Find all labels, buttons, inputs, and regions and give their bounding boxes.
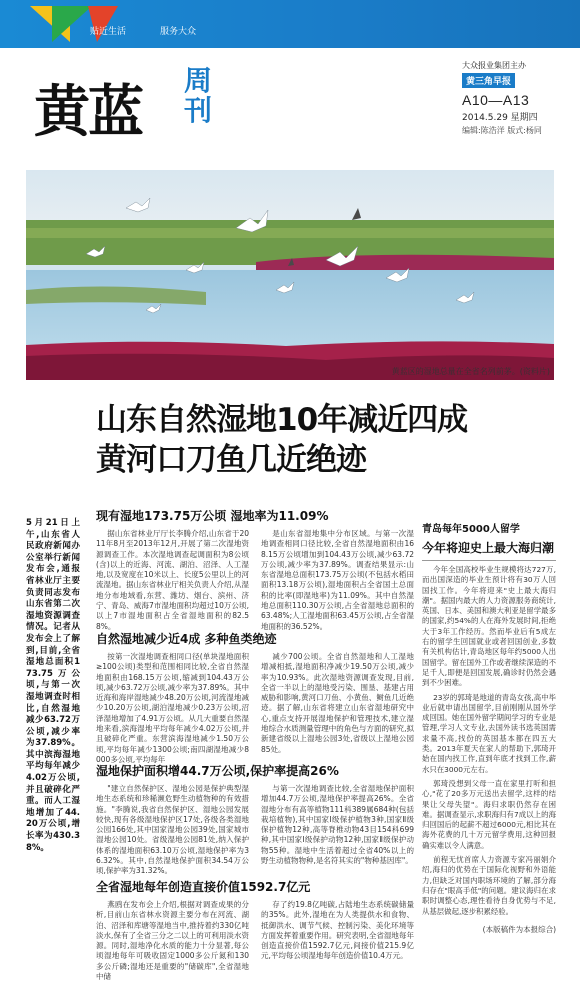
section-4-heading: 全省湿地每年创造直接价值1592.7亿元 [96,880,311,894]
section-4 [96,878,414,982]
section-3 [96,762,414,877]
sidebar-article [422,520,556,935]
lead-paragraph: 5月21日上午,山东省人民政府新闻办公室举行新闻发布会,通报省林业厅主要负责同志发布山东省第二次湿地资源调查情况。记者从发布会上了解到,目前,全省湿地总面积173.75万公顷,与第一次湿地调查时相比,自然湿地减少63.72万公顷,减少率为37.89%。其中滨海湿地平均每年减少4.02万公顷,并且破碎化严重。而人工湿地增加了44.20万公顷,增长率为430.38%。 [26,518,80,853]
editors-credit: 编辑:陈浩洋 版式:杨同 [462,126,542,135]
main-headline [96,400,556,480]
sidebar-subtitle: 青岛每年5000人留学 [422,524,520,535]
section-2 [96,630,414,765]
section-3-text-col-2: 与第一次湿地调查比较,全省湿地保护面积增加44.7万公顷,湿地保护率提高26%。全省湿地分布有高等植物111科389属684种(包括栽培植物),其中国家Ⅰ级保护植物3种,国家Ⅱ级保护植物12种,高等脊椎动物43目154科699种,其中国家Ⅰ级保护动物12种,国家Ⅱ级保护动物55种。湿地中生活着超过全省40%以上的野生动植物物种,是名符其实的"物种基因库"。 [261,784,414,866]
sidebar-divider [422,560,556,561]
section-3-heading: 湿地保护面积增44.7万公顷,保护率提高26% [96,764,339,778]
photo-caption: 黄蓝区的湿地总量在全省名列前茅。(资料片) [391,367,550,376]
section-3-text-col-1: "建立自然保护区、湿地公园是保护典型湿地生态系统和珍稀濒危野生动植物种的有效措施。"李腾说,我省自然保护区、湿地公园发展较快,现有各级湿地保护区17处,各级各类湿地公园166处,其中国家湿地公园39处,国家城市湿地公园10处。省级湿地公园81处,纳入保护体系的湿地面积63.10万公顷,湿地保护率为36.32%。其中,自然湿地保护面积34.54万公顷,保护率为31.32%。 [96,784,249,876]
sidebar-paragraph-4: 前程无忧首席人力资源专家冯丽娟介绍,海归的优势在于国际化视野和外语能力,但缺乏对国内职场环境的了解,部分海归存在"眼高手低"的问题。建议海归在求职时调整心态,理性看待自身优势与不足,从基层做起,逐步积累经验。 [422,855,556,916]
masthead-info [462,60,572,136]
section-2-text-col-2: 减少700公顷。全省自然湿地和人工湿地增减相抵,湿地面积净减少19.50万公顷,减少率为10.93%。此次湿地资源调查发现,目前,全省一半以上的湿地受污染、围垦、基建占用威胁和影响,黄河口刀鱼、小黄鱼、鲥鱼几近绝迹。据了解,山东省将建立山东省湿地研究中心,重点支持开展湿地保护和管理技术,建立湿地综合水质测量管理中的角色与方面的研究,拟新建省级以上湿地公园3处,省级以上湿地公园85处。 [261,652,414,754]
page-range: A10—A13 [462,92,530,108]
masthead [0,48,580,156]
wetland-photo [26,170,554,380]
article-source-note: (本版稿件为本报综合) [482,924,556,934]
section-4-text-col-1: 燕鸥在发布会上介绍,根据对调查成果的分析,目前山东省林水资源主要分布在河流、湖泊、沼泽和库塘等湿地当中,推持着约330亿吨淡水,保有了全省三分之二以上的可利用淡水资源。同时,湿地净化水质的能力十分显著,每公顷湿地每年可吸收固定1000多公斤氮和130多公斤磷;湿地还是重要的"储碳库",全省湿地中储 [96,900,249,982]
publisher-group: 大众报业集团主办 [462,61,526,70]
section-2-text-col-1: 按第一次湿地调查相同口径(单块湿地面积≥100公顷)类型和范围相同比较,全省自然湿地面积由168.15万公顷,缩减到104.43万公顷,减少63.72万公顷,减少率为37.89%。其中近海和海岸湿地减少48.20万公顷,河流湿地减少10.20万公顷,湖泊湿地减少0.23万公顷,沼泽湿地增加了4.91万公顷。从几大重要自然湿地来看,滨海湿地平均每年减少4.02万公顷,并且破碎化严重。东营滨海湿地减少1.50万公顷,平均每年减少1300公顷;南四湖湿地减少8000多公顷,平均每年 [96,652,249,764]
sidebar-paragraph-1: 今年全国高校毕业生规模将达727万,而出国深造的毕业生预计将有30万人回国找工作。今年将迎来"史上最大海归潮"。据国内最大的人力资源服务商统计,英国、日本、美国和澳大利亚是留学最多的国家,约54%的人在海外发展时间,拒绝大于3年工作经历。然而毕业后有5成左右的留学生回国就业或者回国创业,多数有关机构估计,青岛地区每年约5000人出国留学。留在国外工作或者继续深造的不足千人,即便是回国发展,确诊时仍然会遇到不少困难。 [422,565,556,688]
top-banner [0,0,580,48]
section-4-text-col-2: 存了约19.8亿吨碳,占陆地生态系统碳储量的35%。此外,湿地在为人类提供水和食物、抵御洪水、调节气候、控制污染、美化环境等方面发挥着重要作用。研究表明,全省湿地每年创造直接价值1592.7亿元,间接价值215.9亿元,平均每公顷湿地每年创造价值10.4万元。 [261,900,414,961]
sidebar-title: 今年将迎史上最大海归潮 [422,541,555,555]
wetland-photo-image [26,170,554,380]
masthead-title-suffix: 周刊 [184,64,213,127]
paper-name: 黄三角早报 [462,73,515,88]
section-1-heading: 现有湿地173.75万公顷 湿地率为11.09% [96,509,329,523]
sidebar-paragraph-3: 郭琦没想到父母一直在家里打听和担心,"花了20多万元送出去留学,这样的结果让父母失望"。海归求职仍然存在困难。据调查显示,求职海归有7成以上的海归回国后的起薪不超过6000元,相比其在海外花费的几十万元留学费用,这种回报确实难以令人满意。 [422,778,556,850]
banner-slogan-1: 贴近生活 [90,27,127,37]
banner-slogan-2: 服务大众 [160,27,197,37]
section-1-text-col-2: 是山东省湿地集中分布区域。与第一次湿地调查相同口径比较,全省自然湿地面积由168.15万公顷增加到104.43万公顷,减少63.72万公顷,减少率为37.89%。调查结果显示:山东省湿地总面积173.75万公顷(不包括水稻田面积13.18万公顷),湿地面积占全省国土总面积的比率(即湿地率)为11.09%。其中自然湿地总面积110.30万公顷,占全省湿地总面积的63.48%;人工湿地面积63.45万公顷,占全省湿地面积的36.52%。 [261,529,414,631]
section-1 [96,507,414,632]
issue-date: 2014.5.29 星期四 [462,113,538,123]
masthead-title: 黄蓝 [34,79,142,145]
section-1-text-col-1: 据山东省林业厅厅长李腾介绍,山东省于2011年8月至2013年12月,开展了第二次湿地资源调查工作。本次湿地调查起调面积为8公顷(含)以上的近海、河流、湖泊、沼泽、人工湿地,以及宽度在10米以上、长度5公里以上的河流湿地。据山东省林业厅相关负责人介绍,从湿地分布地域看,东营、潍坊、烟台、滨州、济宁、青岛、威海7市湿地面积均超过10万公顷,以上7市湿地面积占全省湿地面积的82.58%。 [96,529,249,631]
section-2-heading: 自然湿地减少近4成 多种鱼类绝迹 [96,632,277,646]
sidebar-paragraph-2: 23岁的郭琦是地道的青岛女孩,高中毕业后就申请出国留学,目前刚刚从国外学成回国。她在国外留学期间学习的专业是管理,学习人文专业,去国外读书选英国需求量不高,找份的英国基本都在四五大类。2013年夏天在家人的帮助下,郭琦开始在国内找工作,直到年底才找到工作,薪水只在3000元左右。 [422,692,556,774]
headline-line-1: 山东自然湿地10年减近四成 [96,402,468,438]
headline-line-2: 黄河口刀鱼几近绝迹 [96,442,366,478]
